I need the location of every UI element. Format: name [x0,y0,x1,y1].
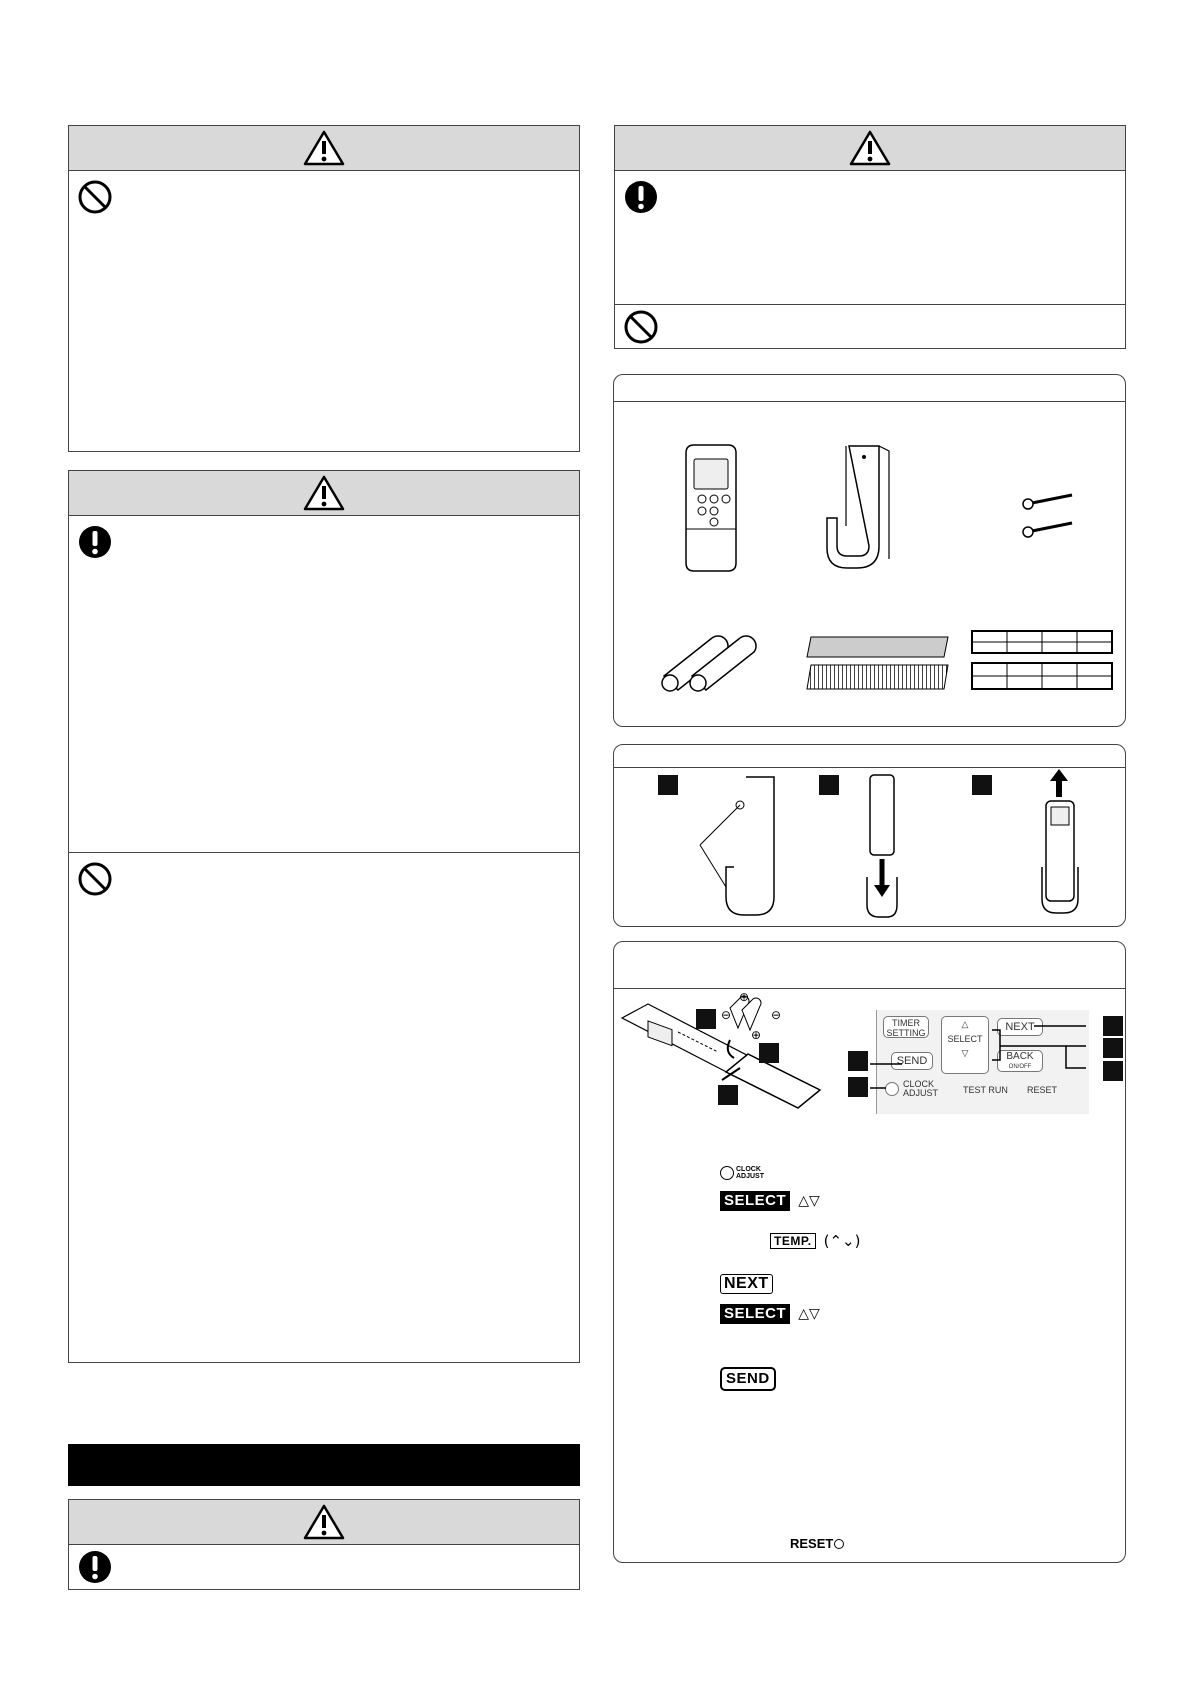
caution-header [69,1500,579,1545]
step-next [720,1274,773,1294]
prohibited-icon [77,861,113,897]
step-reset [790,1536,844,1551]
select-button[interactable]: △ SELECT ▽ [941,1016,989,1074]
mandatory-icon [77,524,113,560]
battery-plus-bottom: ⊕ [751,1028,762,1042]
temp-key-label: TEMP. [770,1233,816,1249]
send-button[interactable]: SEND [891,1052,933,1070]
reset-circle-icon [834,1539,844,1549]
caution-header [615,126,1125,171]
section-title-bar [68,1444,580,1486]
holder-installation-box [613,744,1126,927]
caution-header [69,471,579,516]
caution-header [69,126,579,171]
accessories-box [613,374,1126,727]
step-clock-adjust [720,1166,764,1180]
warning-triangle-icon [303,130,345,166]
send-key-label: SEND [720,1367,776,1391]
reset-text: RESET [790,1536,834,1551]
holder-installation-illustration [614,767,1124,927]
timer-setting-button[interactable]: TIMER SETTING [883,1016,929,1038]
battery-minus-right: ⊖ [771,1008,782,1022]
up-down-triangle-icon: △▽ [798,1193,820,1209]
temp-up-down-icon: (⌃⌄) [823,1232,861,1250]
step-send [720,1367,776,1391]
test-run-label: TEST RUN [963,1085,1008,1095]
warning-triangle-icon [303,475,345,511]
screws-image [1023,495,1072,537]
battery-plus-top: ⊕ [739,990,750,1004]
warning-triangle-icon [303,1504,345,1540]
button-callout-lines [854,1008,1104,1118]
mandatory-icon [77,1549,113,1585]
next-key-label: NEXT [720,1274,773,1294]
callout-marker-select [1103,1038,1123,1058]
step-select-1 [720,1191,820,1211]
next-button[interactable]: NEXT [997,1018,1043,1036]
callout-marker-clock [848,1077,868,1097]
up-down-triangle-icon-2: △▽ [798,1306,820,1322]
circle-button-icon [720,1166,734,1180]
caution-box-2 [68,470,580,1363]
callout-marker-send [848,1051,868,1071]
prohibited-icon [623,309,659,345]
callout-marker-next [1103,1016,1123,1036]
caution-box-1 [68,125,580,452]
back-button[interactable]: BACK ON/OFF [997,1050,1043,1072]
clock-adjust-label: CLOCK ADJUST [903,1079,939,1098]
reset-label: RESET [1027,1085,1058,1095]
mandatory-icon [623,179,659,215]
step-select-2 [720,1304,820,1324]
prohibited-icon [77,179,113,215]
caution-box-3 [68,1499,580,1590]
clock-adjust-text: CLOCK ADJUST [736,1166,765,1180]
remote-holder-image [827,446,889,568]
step-temp [770,1232,860,1250]
filter-frames-image [972,631,1112,689]
caution-box-4 [614,125,1126,349]
air-filter-image [807,637,948,689]
batteries-image [662,636,756,691]
warning-triangle-icon [849,130,891,166]
battery-step-3 [718,1085,738,1105]
select-key-label: SELECT [720,1191,790,1211]
battery-step-1 [696,1009,716,1029]
select-key-label-2: SELECT [720,1304,790,1324]
accessories-illustration [614,401,1124,726]
remote-controller-image [686,445,736,571]
clock-setting-box [613,941,1126,1563]
callout-marker-back [1103,1061,1123,1081]
battery-minus-left: ⊖ [721,1008,732,1022]
battery-step-2 [759,1043,779,1063]
